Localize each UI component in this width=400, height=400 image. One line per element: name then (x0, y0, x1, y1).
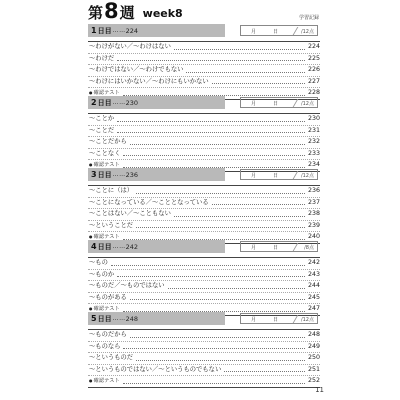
day-suffix: 日目 (97, 26, 112, 35)
review-test-label: 確認テスト (93, 378, 120, 384)
grammar-item-text: ～というものではない／～というものでもない (89, 365, 222, 373)
study-date-box[interactable] (240, 313, 318, 324)
leader-dots (130, 337, 305, 338)
grammar-item-text: ～もの (89, 259, 108, 266)
day-label: 日 (273, 245, 279, 251)
grammar-item-page: 238 (308, 210, 321, 217)
day-suffix: 日目 (97, 170, 112, 179)
test-bullet-icon: ● (89, 90, 93, 95)
score-total: /12点 (300, 317, 314, 323)
study-date-box[interactable] (240, 97, 318, 108)
grammar-item-page: 252 (308, 377, 321, 384)
grammar-item-page: 250 (308, 354, 321, 361)
grammar-item-page: 245 (308, 293, 321, 301)
grammar-list (88, 41, 320, 100)
grammar-item[interactable] (88, 54, 320, 66)
grammar-item-text: ～ことか (89, 115, 115, 122)
leader-dots (174, 49, 305, 50)
leader-dots (117, 276, 305, 277)
test-bullet-icon: ● (89, 378, 93, 383)
grammar-item[interactable] (88, 186, 320, 198)
leader-dots (212, 83, 305, 84)
grammar-item-text: ～ことはない／～こともない (89, 210, 171, 217)
grammar-item-text: ～わけではない／～わけでもない (89, 66, 184, 73)
grammar-item[interactable] (88, 114, 320, 126)
day-section-5 (88, 312, 320, 388)
day-section-4 (88, 240, 320, 316)
study-date-box[interactable] (240, 169, 318, 180)
leader-dots (212, 204, 305, 205)
grammar-item-page: 247 (308, 305, 321, 312)
leader-dots (136, 360, 305, 361)
test-bullet-icon: ● (89, 234, 93, 239)
grammar-item[interactable] (88, 258, 320, 270)
review-test-label: 確認テスト (93, 90, 120, 96)
day-number: 4 (91, 242, 97, 251)
day-suffix: 日目 (97, 314, 112, 323)
day-title-bar (88, 240, 225, 253)
day-start-page: 248 (125, 314, 138, 323)
day-dots: …… (112, 99, 126, 106)
day-dots: …… (112, 27, 126, 34)
study-date-box[interactable] (240, 25, 318, 36)
day-title-bar (88, 24, 225, 37)
leader-dots (168, 288, 305, 289)
day-start-page: 224 (125, 26, 138, 35)
week-title-prefix: 第 (88, 4, 104, 22)
grammar-item-page: 225 (308, 54, 321, 62)
grammar-item-page: 224 (308, 43, 321, 50)
grammar-item-text (88, 376, 120, 387)
grammar-item[interactable] (88, 353, 320, 365)
review-test-item[interactable] (88, 376, 320, 388)
day-header (88, 24, 320, 37)
grammar-item[interactable] (88, 281, 320, 293)
leader-dots (130, 144, 305, 145)
grammar-item-page: 230 (308, 115, 321, 122)
score-total: /12点 (300, 29, 314, 35)
day-header (88, 312, 320, 325)
grammar-item-text: ～ものだから (89, 331, 127, 338)
grammar-item[interactable] (88, 65, 320, 77)
day-section-3 (88, 168, 320, 244)
day-title-bar (88, 96, 225, 109)
leader-dots (136, 193, 305, 194)
grammar-item-page: 234 (308, 161, 321, 168)
grammar-item-page: 239 (308, 221, 321, 229)
leader-dots (117, 60, 305, 61)
grammar-item[interactable] (88, 126, 320, 138)
grammar-item-page: 237 (308, 198, 321, 206)
day-suffix: 日目 (97, 98, 112, 107)
leader-dots (174, 216, 305, 217)
grammar-item[interactable] (88, 209, 320, 221)
day-suffix: 日目 (97, 242, 112, 251)
leader-dots (123, 155, 305, 156)
grammar-item-page: 228 (308, 89, 321, 96)
grammar-item-page: 244 (308, 282, 321, 289)
grammar-item-text: ～ことに（は） (89, 187, 134, 194)
score-total: /8点 (304, 245, 314, 251)
day-label: 日 (273, 317, 279, 323)
grammar-item[interactable] (88, 198, 320, 210)
day-number: 3 (91, 170, 97, 179)
day-section-2 (88, 96, 320, 172)
month-label: 月 (251, 245, 257, 251)
month-label: 月 (251, 101, 257, 107)
grammar-list (88, 185, 320, 244)
grammar-item-text: ～わけにはいかない／～わけにもいかない (89, 77, 209, 85)
grammar-item[interactable] (88, 137, 320, 149)
day-start-page: 236 (125, 170, 138, 179)
score-total: /12点 (300, 173, 314, 179)
grammar-item-page: 236 (308, 187, 321, 194)
grammar-item-text: ～ことだ (89, 126, 115, 134)
leader-dots (123, 383, 305, 384)
leader-dots (117, 132, 305, 133)
day-title-bar (88, 312, 225, 325)
grammar-item-page: 251 (308, 365, 321, 373)
day-dots: …… (112, 243, 126, 250)
grammar-item[interactable] (88, 77, 320, 89)
leader-dots (136, 227, 305, 228)
day-start-page: 242 (125, 242, 138, 251)
month-label: 月 (251, 317, 257, 323)
grammar-item-text: ～ことだから (89, 138, 127, 145)
day-title-bar (88, 168, 225, 181)
grammar-item[interactable] (88, 293, 320, 305)
grammar-item-text: ～ということだ (89, 221, 134, 229)
grammar-item-page: 242 (308, 259, 321, 266)
day-dots: …… (112, 171, 126, 178)
week-number: 8 (104, 0, 119, 23)
month-label: 月 (251, 173, 257, 179)
grammar-item-text: ～ものか (89, 270, 115, 278)
study-record-label: 学習記録 (298, 15, 319, 21)
leader-dots (224, 371, 305, 372)
review-test-label: 確認テスト (93, 162, 120, 168)
grammar-item-page: 231 (308, 126, 321, 134)
study-date-box[interactable] (240, 241, 318, 252)
leader-dots (130, 299, 305, 300)
grammar-item[interactable] (88, 42, 320, 54)
leader-dots (186, 72, 305, 73)
grammar-item-page: 243 (308, 270, 321, 278)
score-total: /12点 (300, 101, 314, 107)
grammar-list (88, 329, 320, 388)
grammar-item-text: ～ことになっている／～こととなっている (89, 198, 209, 206)
grammar-list (88, 257, 320, 316)
day-start-page: 230 (125, 98, 138, 107)
grammar-item-text: ～ものなら (89, 342, 121, 350)
week-title (88, 0, 183, 22)
day-header (88, 168, 320, 181)
week-title-suffix: 週 (119, 4, 135, 22)
grammar-item[interactable] (88, 342, 320, 354)
leader-dots (117, 121, 305, 122)
grammar-item-page: 248 (308, 331, 321, 338)
day-header (88, 96, 320, 109)
grammar-item[interactable] (88, 270, 320, 282)
grammar-item-page: 233 (308, 149, 321, 157)
week-english-label: week8 (142, 7, 183, 20)
grammar-item[interactable] (88, 365, 320, 377)
grammar-item-text: ～わけだ (89, 54, 115, 62)
grammar-item-page: 226 (308, 66, 321, 73)
day-label: 日 (273, 29, 279, 35)
review-test-label: 確認テスト (93, 306, 120, 312)
grammar-item-page: 232 (308, 138, 321, 145)
leader-dots (111, 265, 305, 266)
day-label: 日 (273, 101, 279, 107)
day-label: 日 (273, 173, 279, 179)
month-label: 月 (251, 29, 257, 35)
grammar-item-page: 240 (308, 233, 321, 240)
test-bullet-icon: ● (89, 306, 93, 311)
day-number: 2 (91, 98, 97, 107)
grammar-item[interactable] (88, 330, 320, 342)
test-bullet-icon: ● (89, 162, 93, 167)
day-header (88, 240, 320, 253)
day-dots: …… (112, 315, 126, 322)
grammar-item-text: ～ものがある (89, 293, 127, 301)
page-number: 11 (315, 386, 324, 394)
grammar-item-page: 249 (308, 342, 321, 350)
day-section-1 (88, 24, 320, 100)
leader-dots (123, 348, 305, 349)
review-test-label: 確認テスト (93, 234, 120, 240)
day-number: 5 (91, 314, 97, 323)
grammar-list (88, 113, 320, 172)
grammar-item-text: ～ものだ／～ものではない (89, 282, 165, 289)
grammar-item-text: ～というものだ (89, 354, 134, 361)
grammar-item-text: ～ことなく (89, 149, 121, 157)
grammar-item-page: 227 (308, 77, 321, 85)
grammar-item[interactable] (88, 149, 320, 161)
grammar-item[interactable] (88, 221, 320, 233)
grammar-item-text: ～わけがない／～わけはない (89, 43, 171, 50)
day-number: 1 (91, 26, 97, 35)
